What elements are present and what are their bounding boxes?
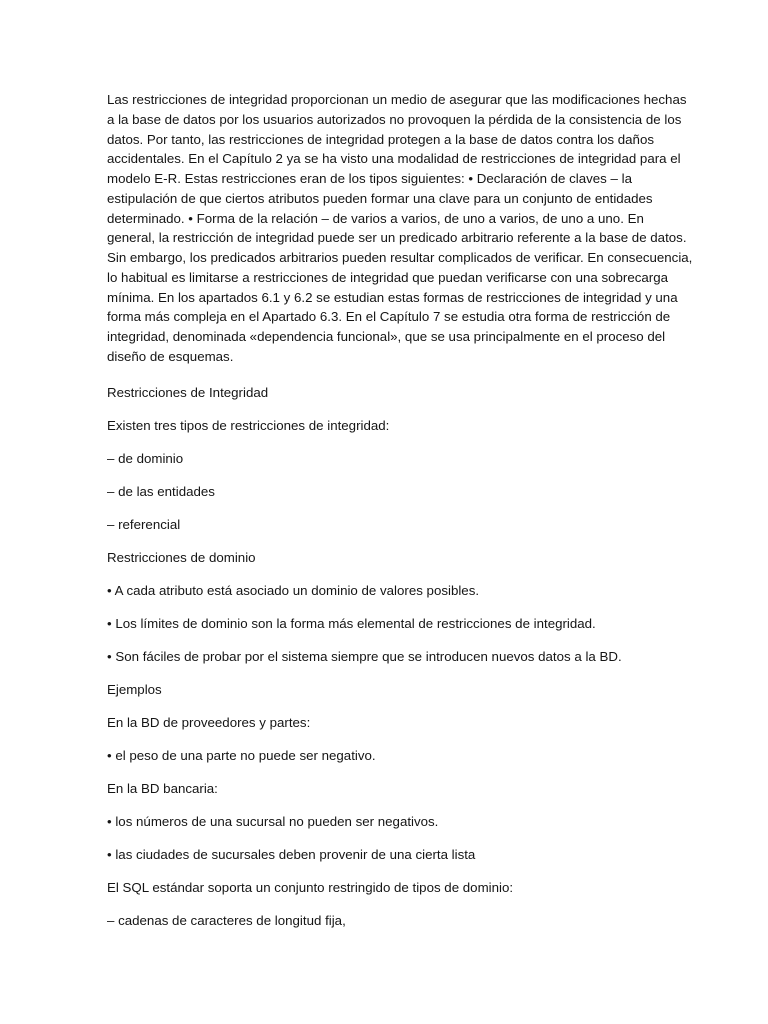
type-item-entities: – de las entidades [107,484,215,499]
section-heading-examples: Ejemplos [107,682,162,697]
intro-paragraph [107,90,693,367]
paragraph-line: forma más compleja en el Apartado 6.3. En el Capítulo 7 se estudia otra forma de restricción de [107,309,671,325]
paragraph-line: estipulación de que ciertos atributos pueden formar una clave para un conjunto de entidades [107,190,653,206]
bullet-item: • Los límites de dominio son la forma más elemental de restricciones de integridad. [107,616,596,631]
paragraph-line: integridad, denominada «dependencia funcional», que se usa principalmente en el proceso del [107,329,666,344]
paragraph-line: mínima. En los apartados 6.1 y 6.2 se estudian estas formas de restricciones de integridad y una [107,289,678,305]
example-heading-suppliers: En la BD de proveedores y partes: [107,715,311,730]
paragraph-line: modelo E-R. Estas restricciones eran de los tipos siguientes: • Declaración de claves – la [107,171,632,186]
paragraph-line: datos. Por tanto, las restricciones de integridad protegen a la base de datos contra los daños [107,131,654,147]
paragraph-line: Las restricciones de integridad proporcionan un medio de asegurar que las modificaciones hechas [107,92,687,107]
paragraph-line: Sin embargo, los predicados arbitrarios pueden resultar complicados de verificar. En consecuencia, [107,250,693,265]
type-item-referential: – referencial [107,517,181,532]
paragraph-line: a la base de datos por los usuarios autorizados no provoquen la pérdida de la consistencia de los [107,111,682,127]
type-item-domain: – de dominio [107,451,184,466]
bullet-item: • las ciudades de sucursales deben provenir de una cierta lista [107,847,476,862]
paragraph-line: general, la restricción de integridad puede ser un predicado arbitrario referente a la base de datos. [107,230,687,246]
paragraph-line: accidentales. En el Capítulo 2 ya se ha visto una modalidad de restricciones de integridad para el [107,151,681,167]
paragraph-line: lo habitual es limitarse a restricciones de integridad que puedan verificarse con una sobrecarga [107,269,669,285]
bullet-item: • el peso de una parte no puede ser negativo. [107,748,376,763]
bullet-item: • A cada atributo está asociado un dominio de valores posibles. [107,583,480,598]
sql-domain-types-intro: El SQL estándar soporta un conjunto restringido de tipos de dominio: [107,880,514,895]
paragraph-line: diseño de esquemas. [107,348,234,364]
types-intro: Existen tres tipos de restricciones de integridad: [107,418,390,433]
paragraph-line: determinado. • Forma de la relación – de varios a varios, de uno a varios, de uno a uno. En [107,210,644,226]
section-heading-integrity: Restricciones de Integridad [107,385,269,400]
example-heading-bank: En la BD bancaria: [107,781,218,796]
bullet-item: • Son fáciles de probar por el sistema siempre que se introducen nuevos datos a la BD. [107,649,622,664]
bullet-item: • los números de una sucursal no pueden ser negativos. [107,814,439,829]
section-heading-domain: Restricciones de dominio [107,550,256,565]
sql-type-item: – cadenas de caracteres de longitud fija, [107,913,346,928]
